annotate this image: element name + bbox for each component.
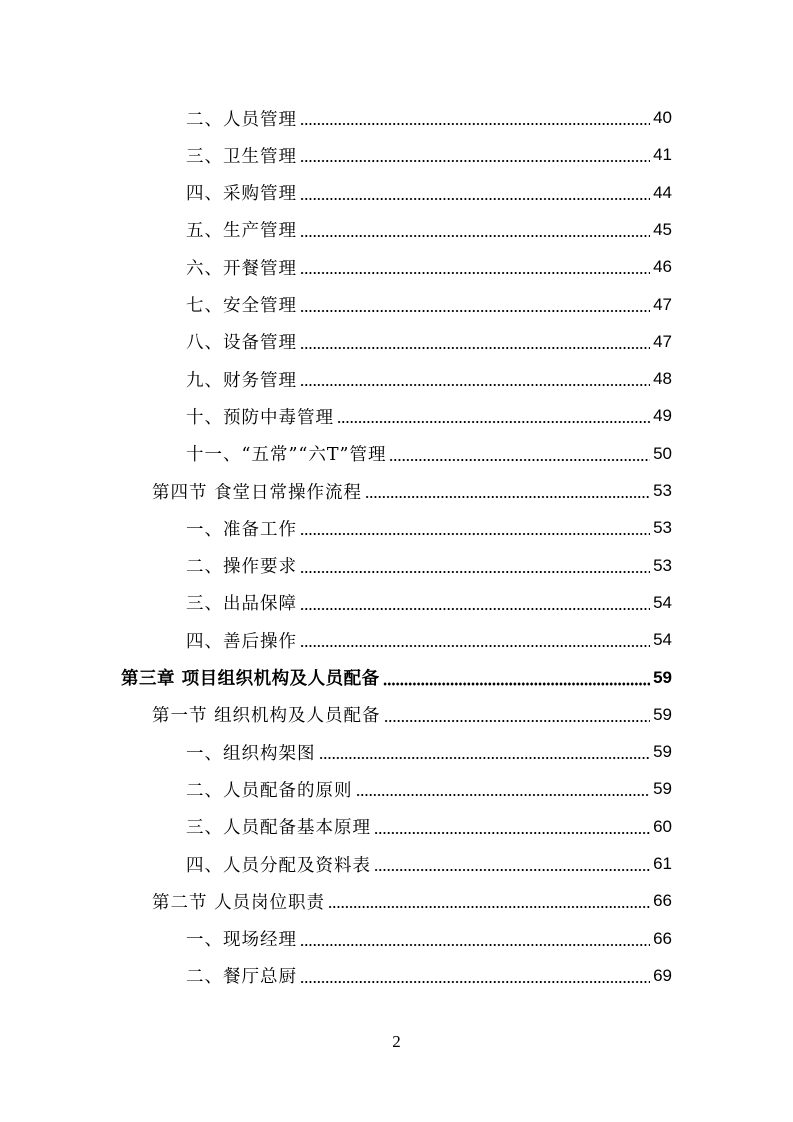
toc-entry[interactable]	[186, 137, 672, 173]
toc-entry-title: 九、财务管理	[186, 370, 297, 391]
toc-entry[interactable]	[186, 585, 672, 621]
toc-dot-leader	[300, 966, 650, 986]
toc-dot-leader	[300, 295, 650, 315]
toc-entry[interactable]	[186, 548, 672, 584]
toc-entry-title: 四、采购管理	[186, 184, 297, 205]
toc-dot-leader	[374, 854, 650, 874]
toc-dot-leader	[300, 145, 650, 165]
toc-dot-leader	[300, 257, 650, 277]
toc-entry-page: 59	[653, 667, 672, 687]
toc-entry-title: 一、现场经理	[186, 930, 297, 951]
toc-entry[interactable]	[186, 436, 672, 472]
toc-entry[interactable]	[186, 361, 672, 397]
toc-entry-title: 二、人员管理	[186, 109, 297, 130]
toc-entry-title: 四、善后操作	[186, 631, 297, 652]
toc-entry-page: 66	[653, 928, 672, 948]
toc-entry-page: 44	[653, 182, 672, 202]
toc-entry-page: 53	[653, 518, 672, 538]
toc-dot-leader	[300, 929, 650, 949]
toc-entry-title: 二、操作要求	[186, 557, 297, 578]
toc-entry-title: 二、人员配备的原则	[186, 780, 353, 801]
toc-entry-page: 48	[653, 369, 672, 389]
toc-entry-page: 66	[653, 891, 672, 911]
toc-entry[interactable]	[186, 287, 672, 323]
toc-entry-page: 69	[653, 965, 672, 985]
toc-dot-leader	[300, 518, 650, 538]
toc-dot-leader	[300, 593, 650, 613]
toc-dot-leader	[300, 630, 650, 650]
toc-entry-title: 六、开餐管理	[186, 258, 297, 279]
toc-entry-title: 二、餐厅总厨	[186, 967, 297, 988]
toc-entry-title: 八、设备管理	[186, 333, 297, 354]
toc-entry-page: 47	[653, 331, 672, 351]
toc-entry-title: 第二节 人员岗位职责	[152, 892, 326, 913]
toc-entry[interactable]	[186, 622, 672, 658]
toc-entry-page: 53	[653, 555, 672, 575]
toc-entry[interactable]	[186, 921, 672, 957]
toc-dot-leader	[337, 406, 650, 426]
toc-dot-leader	[300, 183, 650, 203]
toc-dot-leader	[300, 332, 650, 352]
toc-dot-leader	[365, 481, 650, 501]
page-number: 2	[392, 1032, 401, 1051]
toc-entry-page: 59	[653, 704, 672, 724]
toc-entry[interactable]	[186, 100, 672, 136]
toc-entry-page: 46	[653, 257, 672, 277]
toc-entry-title: 第一节 组织机构及人员配备	[152, 706, 381, 727]
toc-dot-leader	[356, 779, 651, 799]
toc-entry-title: 五、生产管理	[186, 221, 297, 242]
toc-entry-page: 59	[653, 742, 672, 762]
toc-entry-title: 三、卫生管理	[186, 146, 297, 167]
toc-entry-page: 53	[653, 481, 672, 500]
toc-entry-title: 第三章 项目组织机构及人员配备	[121, 669, 380, 689]
toc-dot-leader	[300, 108, 650, 128]
toc-entry-page: 59	[653, 779, 672, 799]
toc-entry-title: 第四节 食堂日常操作流程	[152, 482, 363, 503]
toc-entry-title: 四、人员分配及资料表	[186, 855, 371, 876]
toc-entry-page: 40	[653, 108, 672, 127]
toc-entry[interactable]	[186, 249, 672, 285]
toc-entry-page: 60	[653, 816, 672, 836]
toc-entry[interactable]	[186, 734, 672, 770]
toc-entry-page: 54	[653, 630, 672, 650]
toc-entry[interactable]	[186, 771, 672, 807]
toc-entry-title: 三、人员配备基本原理	[186, 818, 371, 839]
toc-entry[interactable]	[186, 324, 672, 360]
toc-entry[interactable]	[186, 846, 672, 882]
toc-dot-leader	[383, 668, 650, 688]
toc-dot-leader	[328, 891, 650, 911]
toc-entry-page: 41	[653, 145, 672, 165]
toc-entry-title: 七、安全管理	[186, 296, 297, 316]
toc-entry-title: 十一、“五常”“六T”管理	[186, 445, 387, 466]
toc-entry[interactable]	[186, 510, 672, 546]
toc-entry-page: 49	[653, 406, 672, 426]
toc-entry-title: 十、预防中毒管理	[186, 407, 334, 428]
toc-entry[interactable]	[186, 398, 672, 434]
toc-dot-leader	[384, 705, 651, 725]
toc-dot-leader	[300, 369, 650, 389]
toc-section-entry[interactable]	[152, 883, 672, 919]
toc-entry-title: 一、组织构架图	[186, 743, 316, 764]
toc-entry[interactable]	[186, 958, 672, 994]
toc-entry-title: 三、出品保障	[186, 594, 297, 615]
toc-dot-leader	[300, 556, 650, 576]
toc-section-entry[interactable]	[152, 473, 672, 509]
toc-section-entry[interactable]	[152, 697, 672, 733]
toc-entry-page: 45	[653, 219, 672, 239]
toc-entry-page: 61	[653, 854, 672, 873]
toc-dot-leader	[374, 817, 650, 837]
toc-entry-page: 54	[653, 592, 672, 612]
toc-entry-page: 50	[653, 443, 672, 463]
toc-entry-title: 一、准备工作	[186, 519, 297, 540]
toc-entry-page: 47	[653, 294, 672, 314]
toc-dot-leader	[389, 444, 650, 464]
toc-dot-leader	[319, 742, 651, 762]
toc-chapter-entry[interactable]	[121, 660, 672, 696]
toc-entry[interactable]	[186, 175, 672, 211]
toc-dot-leader	[300, 220, 650, 240]
toc-entry[interactable]	[186, 212, 672, 248]
toc-entry[interactable]	[186, 809, 672, 845]
